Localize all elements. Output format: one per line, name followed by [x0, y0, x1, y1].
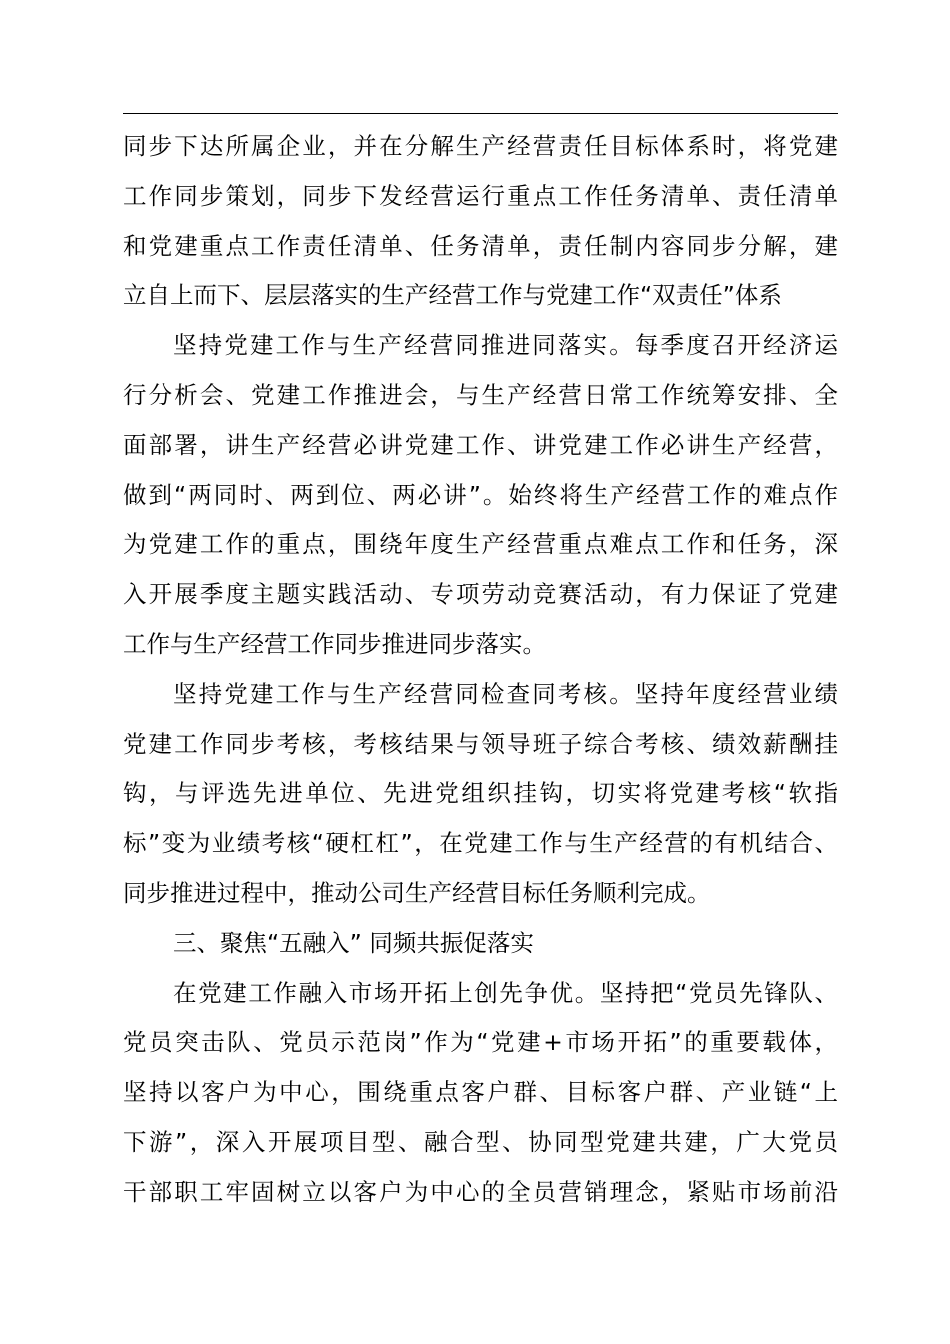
paragraph-first-line: 坚持党建工作与生产经营同检查同考核。坚持年度经营业绩: [173, 679, 838, 708]
text-line: 钩，与评选先进单位、先进党组织挂钩，切实将党建考核“软指: [123, 779, 838, 808]
document-body: [123, 122, 838, 1218]
text-line: 党员突击队、党员示范岗”作为“党建+市场开拓”的重要载体，: [123, 1028, 838, 1057]
paragraph-first-line: 在党建工作融入市场开拓上创先争优。坚持把“党员先锋队、: [173, 978, 838, 1007]
paragraph-first-line: 三、聚焦“五融入” 同频共振促落实: [173, 928, 534, 957]
text-line: 和党建重点工作责任清单、任务清单，责任制内容同步分解，建: [123, 231, 838, 260]
text-line: 坚持以客户为中心，围绕重点客户群、目标客户群、产业链“上: [123, 1078, 838, 1107]
text-line: 同步推进过程中，推动公司生产经营目标任务顺利完成。: [123, 878, 711, 907]
text-line: 工作同步策划，同步下发经营运行重点工作任务清单、责任清单: [123, 181, 838, 210]
text-line: 立自上而下、层层落实的生产经营工作与党建工作“双责任”体系: [123, 281, 782, 310]
text-line: 干部职工牢固树立以客户为中心的全员营销理念，紧贴市场前沿: [123, 1177, 838, 1206]
text-line: 下游”，深入开展项目型、融合型、协同型党建共建，广大党员: [123, 1127, 838, 1156]
text-line: 入开展季度主题实践活动、专项劳动竞赛活动，有力保证了党建: [123, 580, 838, 609]
text-line: 面部署，讲生产经营必讲党建工作、讲党建工作必讲生产经营，: [123, 430, 838, 459]
text-line: 做到“两同时、两到位、两必讲”。始终将生产经营工作的难点作: [123, 480, 838, 509]
header-rule: [123, 113, 838, 114]
paragraph-first-line: 坚持党建工作与生产经营同推进同落实。每季度召开经济运: [173, 331, 838, 360]
text-line: 行分析会、党建工作推进会，与生产经营日常工作统筹安排、全: [123, 380, 838, 409]
text-line: 党建工作同步考核，考核结果与领导班子综合考核、绩效薪酬挂: [123, 729, 838, 758]
text-line: 标”变为业绩考核“硬杠杠”，在党建工作与生产经营的有机结合、: [123, 829, 838, 858]
text-line: 同步下达所属企业，并在分解生产经营责任目标体系时，将党建: [123, 132, 838, 160]
text-line: 为党建工作的重点，围绕年度生产经营重点难点工作和任务，深: [123, 530, 838, 559]
text-line: 工作与生产经营工作同步推进同步落实。: [123, 629, 546, 658]
